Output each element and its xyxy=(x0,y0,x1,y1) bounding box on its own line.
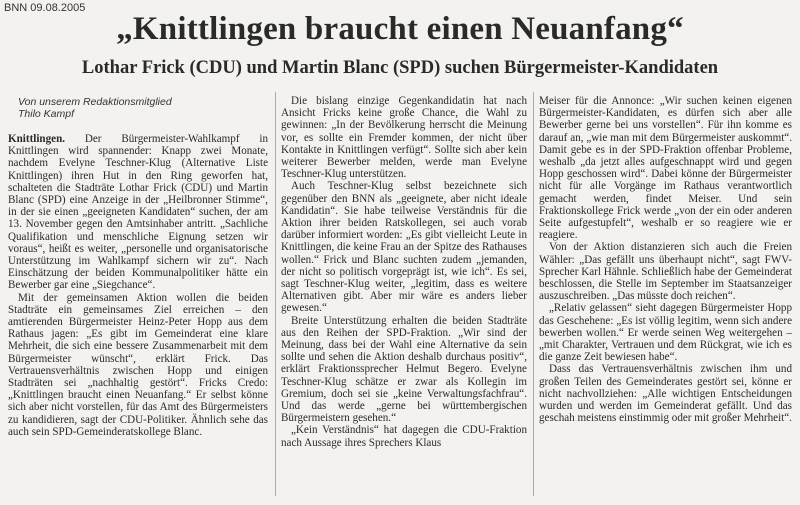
column-3-paragraph-3: „Relativ gelassen“ sieht dagegen Bürgermeister Hopp das Geschehene: „Es ist völlig legitim, wenn sich andere bewerben wollen.“ Er werde seinen Weg weitergehen – „mit Charakter, Vertrauen und dem Rückgrat, wie ich es die ganze Zeit bewiesen habe“. xyxy=(539,302,792,364)
column-2-paragraph-3: Breite Unterstützung erhalten die beiden Stadträte aus den Reihen der SPD-Fraktion. „Wir sind der Meinung, dass bei der Wahl eine Alternative da sein sollte und sehen die Aktion deshalb durchaus positiv“, erklärt Fraktionssprecher Helmut Begero. Evelyne Teschner-Klug schätze er zwar als Kollegin im Gremium, doch sei sie „keine Verwaltungsfachfrau“. Und das werde „gerne bei württembergischen Bürgermeistern gesehen.“ xyxy=(281,314,527,425)
column-3-paragraph-1: Meiser für die Annonce: „Wir suchen keinen eigenen Bürgermeister-Kandidaten, es dürfen sich aber alle Bewerber gerne bei uns vorstellen“. Für ihn komme es darauf an, „wie man mit dem Bürgermeister auskommt“. Damit gebe es in der SPD-Fraktion offenbar Probleme, weshalb „da jetzt alles aufgeschnappt wird und gegen Hopp geschossen wird“. Dabei könne der Bürgermeister nicht für alle Vorgänge im Rathaus verantwortlich gemacht werden, findet Meiser. Und sein Fraktionskollege Frick werde „von der ein oder anderen Seite aufgestupfelt“, weshalb er so reagiere wie er reagiere. xyxy=(539,95,792,242)
author-line-2: Thilo Kampf xyxy=(18,108,75,120)
column-1 xyxy=(8,133,268,438)
column-divider-2 xyxy=(533,92,534,496)
column-2-paragraph-1: Die bislang einzige Gegenkandidatin hat nach Ansicht Fricks keine große Chance, die Wahl zu gewinnen: „In der Bevölkerung herrscht die Meinung vor, es sollte ein Fremder kommen, der nicht über Kontakte in Knittlingen verfügt“. Sollte sich aber kein weiterer Bewerber melden, werde man Evelyne Teschner-Klug unterstützen. xyxy=(281,95,527,181)
column-2-paragraph-2: Auch Teschner-Klug selbst bezeichnete sich gegenüber den BNN als „geeignete, aber nicht ideale Kandidatin“. Sie habe teilweise Verständnis für die Aktion ihrer beiden Ratskollegen, sei auch vorab darüber informiert worden: „Es gibt vielleicht Leute in Knittlingen, die keine Frau an der Spitze des Rathauses wollen.“ Frick und Blanc suchten zudem „jemanden, der nicht so politisch vorgeprägt ist, wie ich“. Es sei, sagt Teschner-Klug weiter, „legitim, dass es weitere Alternativen gibt. Aber mir wäre es anders lieber gewesen.“ xyxy=(281,180,527,315)
author-line-1: Von unserem Redaktionsmitglied xyxy=(18,96,172,108)
column-divider-1 xyxy=(275,92,276,496)
source-stamp: BNN 09.08.2005 xyxy=(4,2,86,14)
column-1-paragraph-1-text: Der Bürgermeister-Wahlkampf in Knittlingen wird spannender: Knapp zwei Monate, nachdem Evelyne Teschner-Klug (Alternative Liste Knittlingen) ihren Hut in den Ring geworfen hat, schalteten die Stadträte Lothar Frick (CDU) und Martin Blanc (SPD) eine Anzeige in der „Heilbronner Stimme“, in der sie einen „geeigneten Kandidaten“ suchen, der am 13. November gegen den Amtsinhaber antritt. „Sachliche Qualifikation und menschliche Eignung setzen wir voraus“, heißt es weiter, „personelle und organisatorische Unterstützung im Wahlkampf sichern wir zu“. Nach Einschätzung der beiden Kommunalpolitiker hätte ein Bewerber gar eine „Siegchance“. xyxy=(8,133,268,292)
column-2-paragraph-4: „Kein Verständnis“ hat dagegen die CDU-Fraktion nach Aussage ihres Sprechers Klaus xyxy=(281,424,527,449)
column-1-paragraph-1 xyxy=(8,133,268,292)
author-byline xyxy=(18,96,172,120)
dateline: Knittlingen. xyxy=(8,133,66,145)
column-3 xyxy=(539,95,792,424)
column-2 xyxy=(281,95,527,449)
column-3-paragraph-2: Von der Aktion distanzieren sich auch die Freien Wähler: „Das gefällt uns überhaupt nicht“, sagt FWV-Sprecher Karl Hähnle. Schließlich habe der Gemeinderat beschlossen, die Stelle im September im Staatsanzeiger auszuschreiben. „Das müsste doch reichen“. xyxy=(539,241,792,303)
column-3-paragraph-4: Dass das Vertrauensverhältnis zwischen ihm und großen Teilen des Gemeinderates gestört sei, könne er nicht nachvollziehen: „Alle wichtigen Entscheidungen wurden und werden im Gemeinderat gefällt. Und das geschah meistens einstimmig oder mit großer Mehrheit“. xyxy=(539,363,792,425)
column-1-paragraph-2: Mit der gemeinsamen Aktion wollen die beiden Stadträte ein gemeinsames Ziel erreichen – den amtierenden Bürgermeister Heinz-Peter Hopp aus dem Rathaus jagen: „Es gibt im Gemeinderat eine klare Mehrheit, die sich eine bessere Zusammenarbeit mit dem Bürgermeister wünscht“, erklärt Frick. Das Vertrauensverhältnis zwischen Hopp und einigen Stadträten sei „nachhaltig gestört“. Fricks Credo: „Knittlingen braucht einen Neuanfang.“ Er selbst könne sich aber nicht vorstellen, für das Amt des Bürgermeisters zu kandidieren, sagt der CDU-Politiker. Ähnlich sehe das auch sein SPD-Gemeinderatskollege Blanc. xyxy=(8,291,268,438)
headline: „Knittlingen braucht einen Neuanfang“ xyxy=(116,11,684,47)
subheadline: Lothar Frick (CDU) und Martin Blanc (SPD) suchen Bürgermeister-Kandidaten xyxy=(81,58,719,78)
